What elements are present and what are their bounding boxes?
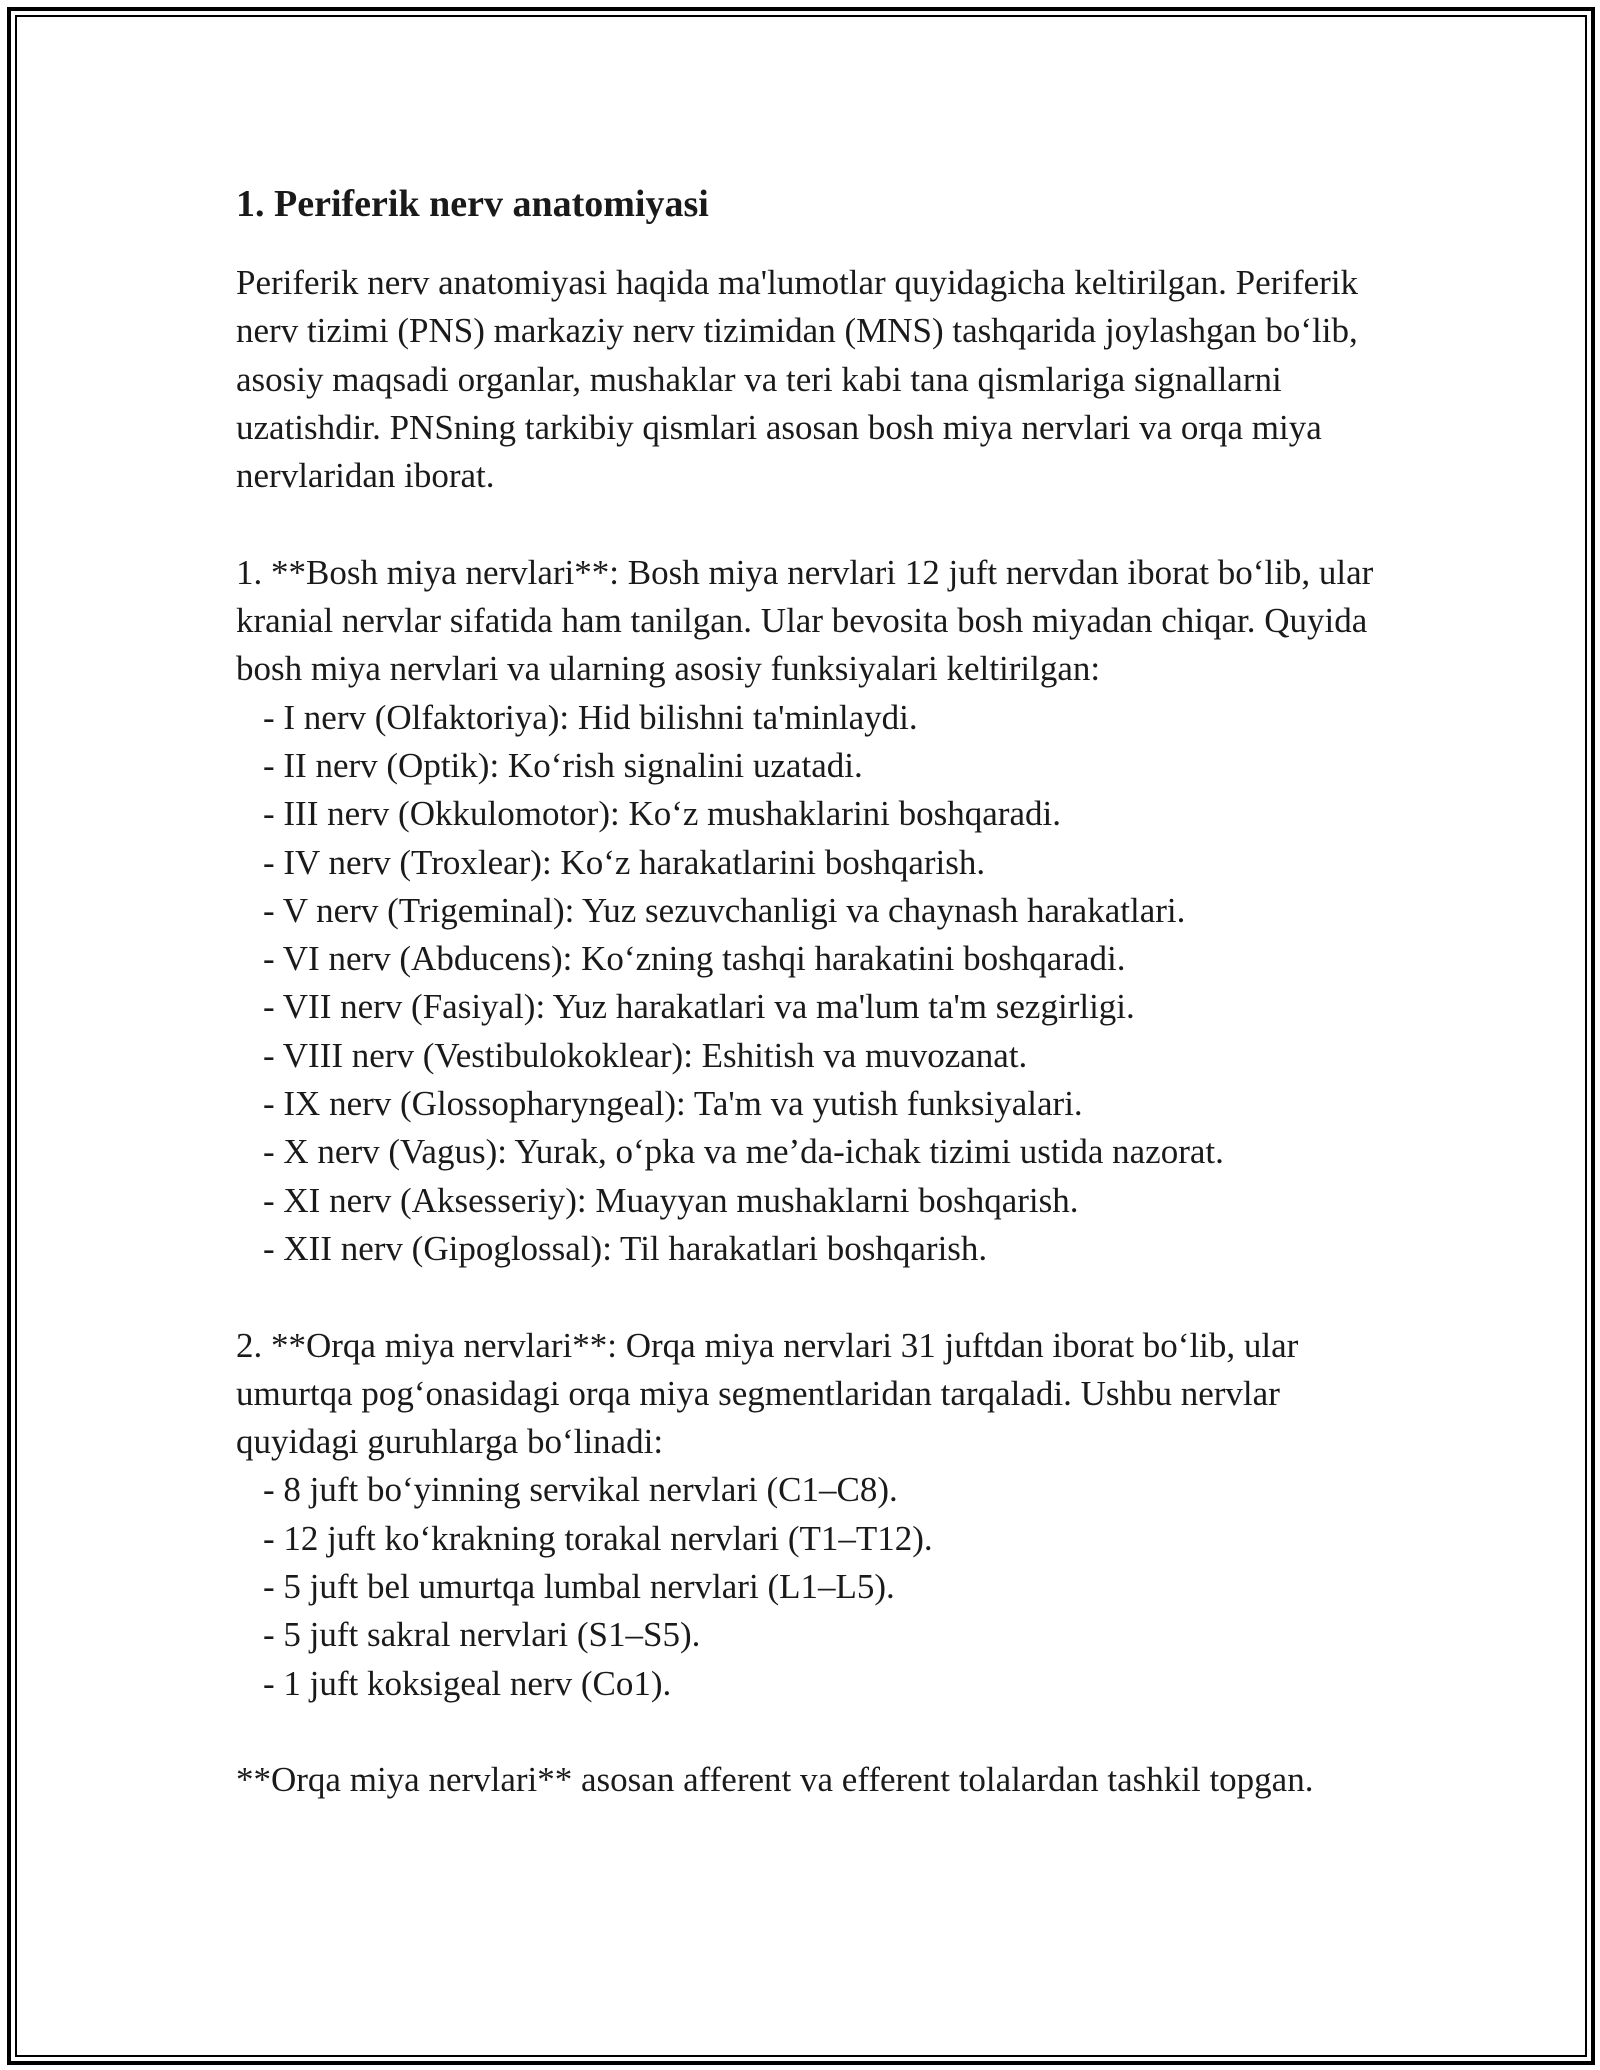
list-item: - IX nerv (Glossopharyngeal): Ta'm va yutish funksiyalari. (263, 1084, 1083, 1124)
list-item: - V nerv (Trigeminal): Yuz sezuvchanligi va chaynash harakatlari. (263, 890, 1186, 930)
list-item: - 5 juft sakral nervlari (S1–S5). (263, 1615, 701, 1655)
list-item: - VI nerv (Abducens): Ko‘zning tashqi harakatini boshqaradi. (263, 939, 1126, 979)
section-heading: 1. Periferik nerv anatomiyasi (236, 183, 709, 225)
spacer (236, 1708, 1396, 1756)
list-item: - III nerv (Okkulomotor): Ko‘z mushaklarini boshqaradi. (263, 794, 1061, 834)
list-item: - 1 juft koksigeal nerv (Co1). (263, 1663, 672, 1703)
list-item: - II nerv (Optik): Ko‘rish signalini uzatadi. (263, 745, 863, 785)
list-item: - XII nerv (Gipoglossal): Til harakatlari boshqarish. (263, 1228, 988, 1268)
list-item: - XI nerv (Aksesseriy): Muayyan mushaklarni boshqarish. (263, 1180, 1079, 1220)
list-item: - 5 juft bel umurtqa lumbal nervlari (L1–L5). (263, 1567, 895, 1607)
closing-paragraph: **Orqa miya nervlari** asosan afferent va efferent tolalardan tashkil topgan. (236, 1760, 1314, 1800)
document-page (236, 180, 1396, 1805)
spacer (236, 500, 1396, 548)
list-item: - 8 juft bo‘yinning servikal nervlari (C1–C8). (263, 1470, 898, 1510)
spinal-nerves-paragraph: 2. **Orqa miya nervlari**: Orqa miya nervlari 31 juftdan iborat bo‘lib, ular umurtqa pog‘onasidagi orqa miya segmentlaridan tarqaladi. Ushbu nervlar quyidagi guruhlarga bo‘linadi: (236, 1325, 1299, 1462)
list-item: - VIII nerv (Vestibulokoklear): Eshitish va muvozanat. (263, 1035, 1028, 1075)
spacer (236, 1273, 1396, 1321)
list-item: - X nerv (Vagus): Yurak, o‘pka va me’da-ichak tizimi ustida nazorat. (263, 1132, 1224, 1172)
cranial-nerves-list (236, 694, 1396, 1274)
list-item: - I nerv (Olfaktoriya): Hid bilishni ta'minlaydi. (263, 697, 918, 737)
spinal-nerves-list (236, 1466, 1396, 1707)
cranial-nerves-paragraph: 1. **Bosh miya nervlari**: Bosh miya nervlari 12 juft nervdan iborat bo‘lib, ular kranial nervlar sifatida ham tanilgan. Ular bevosita bosh miyadan chiqar. Quyida bosh miya nervlari va ularning asosiy funksiyalari keltirilgan: (236, 552, 1374, 689)
list-item: - VII nerv (Fasiyal): Yuz harakatlari va ma'lum ta'm sezgirligi. (263, 987, 1135, 1027)
list-item: - 12 juft ko‘krakning torakal nervlari (T1–T12). (263, 1518, 933, 1558)
list-item: - IV nerv (Troxlear): Ko‘z harakatlarini boshqarish. (263, 842, 986, 882)
intro-paragraph: Periferik nerv anatomiyasi haqida ma'lumotlar quyidagicha keltirilgan. Periferik nerv tizimi (PNS) markaziy nerv tizimidan (MNS) tashqarida joylashgan bo‘lib, asosiy maqsadi organlar, mushaklar va teri kabi tana qismlariga signallarni uzatishdir. PNSning tarkibiy qismlari asosan bosh miya nervlari va orqa miya nervlaridan iborat. (236, 263, 1359, 496)
